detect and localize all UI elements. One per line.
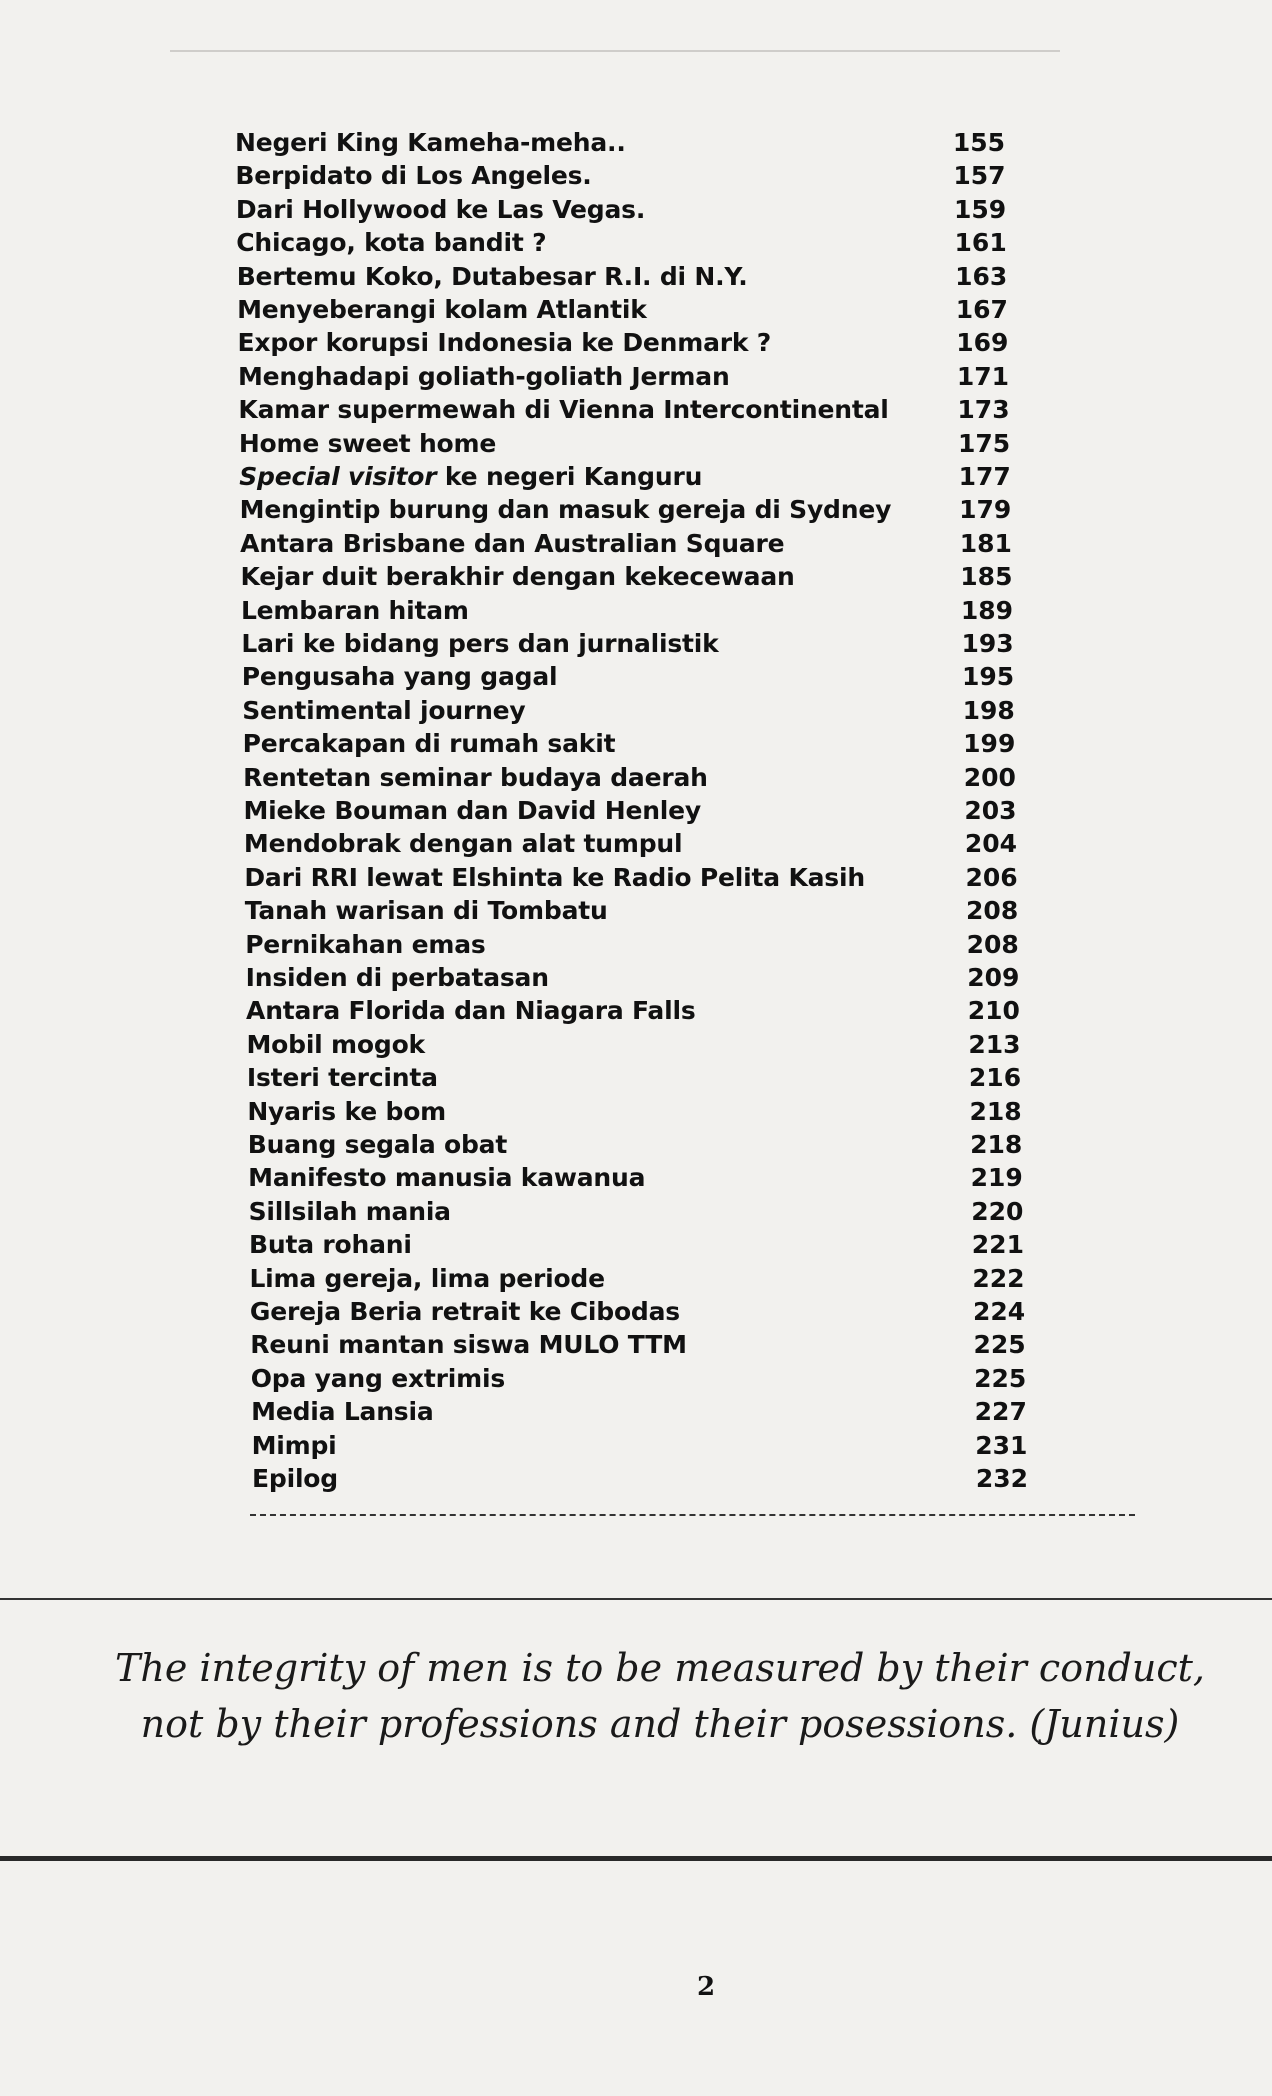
toc-entry-title-text: Pernikahan emas bbox=[245, 929, 486, 959]
toc-entry-page: 181 bbox=[959, 528, 1012, 558]
toc-entry-title-text: Menghadapi goliath-goliath Jerman bbox=[237, 361, 730, 391]
toc-entry-page: 206 bbox=[965, 862, 1018, 892]
toc-entry-page: 193 bbox=[961, 629, 1014, 658]
toc-entry-title bbox=[243, 729, 616, 758]
quote-line-2: not by their professions and their posessions. (Junius) bbox=[140, 1702, 1180, 1746]
toc-entry bbox=[0, 262, 1272, 296]
toc-entry-title bbox=[242, 696, 525, 725]
toc-entry-title bbox=[252, 1431, 337, 1460]
toc-entry bbox=[0, 963, 1272, 997]
toc-entry bbox=[0, 629, 1272, 663]
toc-entry-title-text: Manifesto manusia kawanua bbox=[248, 1163, 646, 1193]
toc-entry-title bbox=[240, 529, 784, 558]
toc-entry bbox=[0, 529, 1272, 563]
toc-entry-page: 171 bbox=[956, 361, 1010, 391]
toc-entry-page: 225 bbox=[974, 1363, 1027, 1393]
toc-entry-page: 177 bbox=[958, 462, 1011, 491]
toc-entry-title-text: Mobil mogok bbox=[246, 1029, 425, 1059]
toc-entry bbox=[0, 863, 1272, 897]
toc-entry-title bbox=[238, 328, 772, 357]
toc-entry-title bbox=[237, 295, 647, 324]
toc-entry bbox=[0, 1030, 1272, 1064]
toc-entry-title-text: Gereja Beria retrait ke Cibodas bbox=[249, 1297, 680, 1326]
toc-entry-title-text: Mengintip burung dan masuk gereja di Sydney bbox=[239, 495, 892, 525]
toc-entry-title-text: Sillsilah mania bbox=[248, 1196, 451, 1226]
toc-entry-title-text: Berpidato di Los Angeles. bbox=[235, 161, 592, 191]
toc-entry-title-lead: Special visitor bbox=[239, 462, 437, 491]
toc-entry-title-text: Insiden di perbatasan bbox=[245, 963, 549, 992]
toc-entry-title-text: Reuni mantan siswa MULO TTM bbox=[250, 1330, 687, 1360]
quote-line-1: The integrity of men is to be measured by their conduct, bbox=[115, 1646, 1205, 1690]
toc-entry-title-text: Antara Florida dan Niagara Falls bbox=[246, 996, 696, 1026]
toc-entry-page: 195 bbox=[962, 662, 1015, 692]
toc-entry-page: 216 bbox=[968, 1063, 1022, 1093]
toc-entry-title bbox=[247, 1097, 446, 1126]
toc-entry-title bbox=[236, 228, 546, 257]
toc-entry-title-text: Nyaris ke bom bbox=[247, 1096, 447, 1126]
toc-entry-title bbox=[235, 161, 591, 190]
toc-entry-page: 231 bbox=[975, 1430, 1028, 1460]
toc-entry-title-text: Dari Hollywood ke Las Vegas. bbox=[235, 194, 646, 224]
toc-entry-title-text: Lima gereja, lima periode bbox=[249, 1263, 605, 1293]
toc-entry-title bbox=[250, 1297, 680, 1326]
toc-entry-title-text: Negeri King Kameha-meha.. bbox=[235, 128, 626, 157]
toc-entry-title bbox=[238, 395, 888, 424]
toc-entry-title bbox=[249, 1230, 412, 1259]
toc-entry-page: 169 bbox=[956, 328, 1009, 358]
toc-entry-title bbox=[236, 195, 645, 224]
toc-entry-page: 163 bbox=[955, 261, 1008, 291]
toc-entry bbox=[0, 495, 1272, 529]
toc-entry bbox=[0, 696, 1272, 730]
toc-entry bbox=[0, 896, 1272, 930]
toc-entry-title bbox=[245, 930, 485, 959]
toc-entry-title-text: Lembaran hitam bbox=[240, 595, 469, 625]
toc-entry-page: 218 bbox=[969, 1096, 1022, 1126]
toc-entry bbox=[0, 1397, 1272, 1431]
toc-entry-page: 199 bbox=[963, 729, 1016, 759]
toc-entry-title-text: Menyeberangi kolam Atlantik bbox=[237, 295, 647, 324]
toc-entry bbox=[0, 763, 1272, 797]
top-divider bbox=[170, 50, 1060, 52]
toc-entry-title bbox=[244, 796, 702, 825]
toc-entry-page: 167 bbox=[955, 295, 1008, 324]
toc-entry-title bbox=[242, 662, 558, 691]
toc-entry bbox=[0, 1264, 1272, 1298]
toc-entry-page: 198 bbox=[962, 695, 1015, 725]
toc-entry-title bbox=[241, 596, 469, 625]
toc-entry-title-text: Mimpi bbox=[251, 1430, 337, 1460]
toc-entry-title bbox=[239, 462, 702, 491]
toc-entry bbox=[0, 796, 1272, 830]
toc-entry bbox=[0, 462, 1272, 496]
toc-entry bbox=[0, 1364, 1272, 1398]
toc-entry bbox=[0, 1097, 1272, 1131]
quote-top-divider bbox=[0, 1598, 1272, 1600]
toc-entry bbox=[0, 1163, 1272, 1197]
toc-entry bbox=[0, 1230, 1272, 1264]
toc-entry-page: 157 bbox=[953, 161, 1006, 191]
toc-entry-page: 159 bbox=[953, 194, 1007, 224]
toc-entry-title-text: Rentetan seminar budaya daerah bbox=[243, 762, 708, 792]
toc-entry-title bbox=[246, 996, 695, 1025]
toc-entry-title-text: Pengusaha yang gagal bbox=[241, 662, 558, 692]
toc-entry-page: 213 bbox=[968, 1029, 1021, 1059]
toc-entry-title-text: Isteri tercinta bbox=[246, 1063, 438, 1093]
toc-entry-title-text: Chicago, kota bandit ? bbox=[236, 228, 547, 258]
toc-entry-page: 161 bbox=[954, 228, 1007, 258]
toc-entry bbox=[0, 429, 1272, 463]
toc-entry-title bbox=[241, 562, 795, 591]
toc-entry-title bbox=[235, 128, 626, 157]
toc-entry bbox=[0, 1431, 1272, 1465]
toc-entry-title bbox=[246, 1030, 425, 1059]
toc-entry-page: 220 bbox=[971, 1196, 1024, 1226]
toc-entry-title bbox=[240, 495, 892, 524]
toc-entry-title bbox=[239, 429, 496, 458]
toc-entry-title bbox=[247, 1063, 438, 1092]
toc-entry-title-text: ke negeri Kanguru bbox=[436, 462, 703, 491]
toc-entry-page: 179 bbox=[959, 495, 1012, 525]
toc-entry-title-text: Kejar duit berakhir dengan kekecewaan bbox=[240, 562, 795, 592]
toc-entry-page: 221 bbox=[971, 1230, 1024, 1260]
toc-entry-page: 222 bbox=[972, 1263, 1025, 1293]
toc-entry bbox=[0, 128, 1272, 162]
toc-entry-title-text: Epilog bbox=[252, 1464, 338, 1493]
toc-entry bbox=[0, 1464, 1272, 1498]
toc-entry bbox=[0, 996, 1272, 1030]
toc-entry-title bbox=[251, 1364, 505, 1393]
toc-entry-page: 175 bbox=[957, 428, 1011, 458]
toc-entry-title-text: Buta rohani bbox=[249, 1230, 412, 1260]
toc-entry bbox=[0, 1197, 1272, 1231]
toc-entry-page: 209 bbox=[967, 963, 1020, 992]
toc-entry-page: 185 bbox=[960, 562, 1013, 592]
toc-entry-title bbox=[243, 763, 708, 792]
dashed-divider bbox=[250, 1514, 1135, 1516]
quote-bottom-divider bbox=[0, 1856, 1272, 1861]
toc-entry-title bbox=[244, 829, 682, 858]
toc-entry-page: 225 bbox=[973, 1330, 1026, 1360]
toc-entry bbox=[0, 729, 1272, 763]
toc-entry-title-text: Sentimental journey bbox=[242, 695, 526, 725]
toc-entry bbox=[0, 1063, 1272, 1097]
toc-entry-page: 210 bbox=[967, 996, 1020, 1026]
toc-entry-title bbox=[248, 1163, 645, 1192]
toc-entry-page: 155 bbox=[952, 128, 1005, 157]
toc-entry-title-text: Tanah warisan di Tombatu bbox=[244, 896, 608, 926]
toc-entry bbox=[0, 1130, 1272, 1164]
toc-entry-title-text: Mieke Bouman dan David Henley bbox=[243, 796, 702, 825]
page-number: 2 bbox=[696, 1972, 716, 2002]
toc-entry-title bbox=[251, 1397, 433, 1426]
toc-entry bbox=[0, 228, 1272, 262]
toc-entry-page: 227 bbox=[974, 1397, 1027, 1427]
toc-entry-title-text: Kamar supermewah di Vienna Intercontinental bbox=[238, 395, 889, 425]
toc-entry bbox=[0, 295, 1272, 329]
toc-entry-title-text: Opa yang extrimis bbox=[250, 1363, 506, 1393]
toc-entry-page: 218 bbox=[970, 1130, 1023, 1159]
toc-entry-title bbox=[237, 262, 748, 291]
toc-entry-title bbox=[248, 1130, 507, 1159]
toc-entry-title-text: Percakapan di rumah sakit bbox=[242, 729, 616, 759]
toc-entry-page: 200 bbox=[963, 762, 1016, 792]
toc-entry-title-text: Media Lansia bbox=[251, 1397, 434, 1427]
toc-entry-title bbox=[249, 1197, 451, 1226]
toc-entry bbox=[0, 829, 1272, 863]
toc-entry-title bbox=[250, 1330, 686, 1359]
toc-entry bbox=[0, 930, 1272, 964]
toc-entry bbox=[0, 161, 1272, 195]
toc-entry bbox=[0, 662, 1272, 696]
toc-entry-title bbox=[252, 1464, 338, 1493]
toc-entry bbox=[0, 562, 1272, 596]
toc-entry-title-text: Bertemu Koko, Dutabesar R.I. di N.Y. bbox=[236, 261, 748, 291]
toc-entry-page: 204 bbox=[964, 829, 1018, 859]
toc-entry bbox=[0, 395, 1272, 429]
toc-entry-page: 224 bbox=[972, 1297, 1026, 1326]
toc-entry-title-text: Lari ke bidang pers dan jurnalistik bbox=[241, 629, 719, 658]
toc-entry bbox=[0, 195, 1272, 229]
toc-entry-title-text: Dari RRI lewat Elshinta ke Radio Pelita Kasih bbox=[244, 862, 865, 892]
toc-entry-page: 189 bbox=[960, 595, 1014, 625]
toc-entry bbox=[0, 596, 1272, 630]
toc-entry-page: 208 bbox=[966, 929, 1019, 959]
toc-entry-page: 232 bbox=[975, 1464, 1028, 1493]
toc-entry-title-text: Buang segala obat bbox=[247, 1130, 508, 1159]
toc-entry-page: 203 bbox=[964, 796, 1017, 825]
toc-entry-title bbox=[241, 629, 718, 658]
toc-entry-title bbox=[249, 1264, 604, 1293]
toc-entry-page: 219 bbox=[970, 1163, 1023, 1193]
toc-entry-page: 173 bbox=[957, 395, 1010, 425]
toc-entry bbox=[0, 1297, 1272, 1331]
toc-entry-title-text: Antara Brisbane dan Australian Square bbox=[240, 528, 785, 558]
toc-entry-title-text: Home sweet home bbox=[238, 428, 497, 458]
toc-entry bbox=[0, 328, 1272, 362]
toc-entry-title bbox=[245, 896, 608, 925]
toc-entry-title bbox=[246, 963, 549, 992]
toc-entry-title bbox=[238, 362, 730, 391]
toc-entry-title bbox=[244, 863, 865, 892]
toc-entry bbox=[0, 362, 1272, 396]
toc-entry-page: 208 bbox=[966, 896, 1019, 926]
toc-entry-title-text: Mendobrak dengan alat tumpul bbox=[243, 829, 683, 859]
toc-entry bbox=[0, 1330, 1272, 1364]
toc-entry-title-text: Expor korupsi Indonesia ke Denmark ? bbox=[237, 328, 772, 358]
